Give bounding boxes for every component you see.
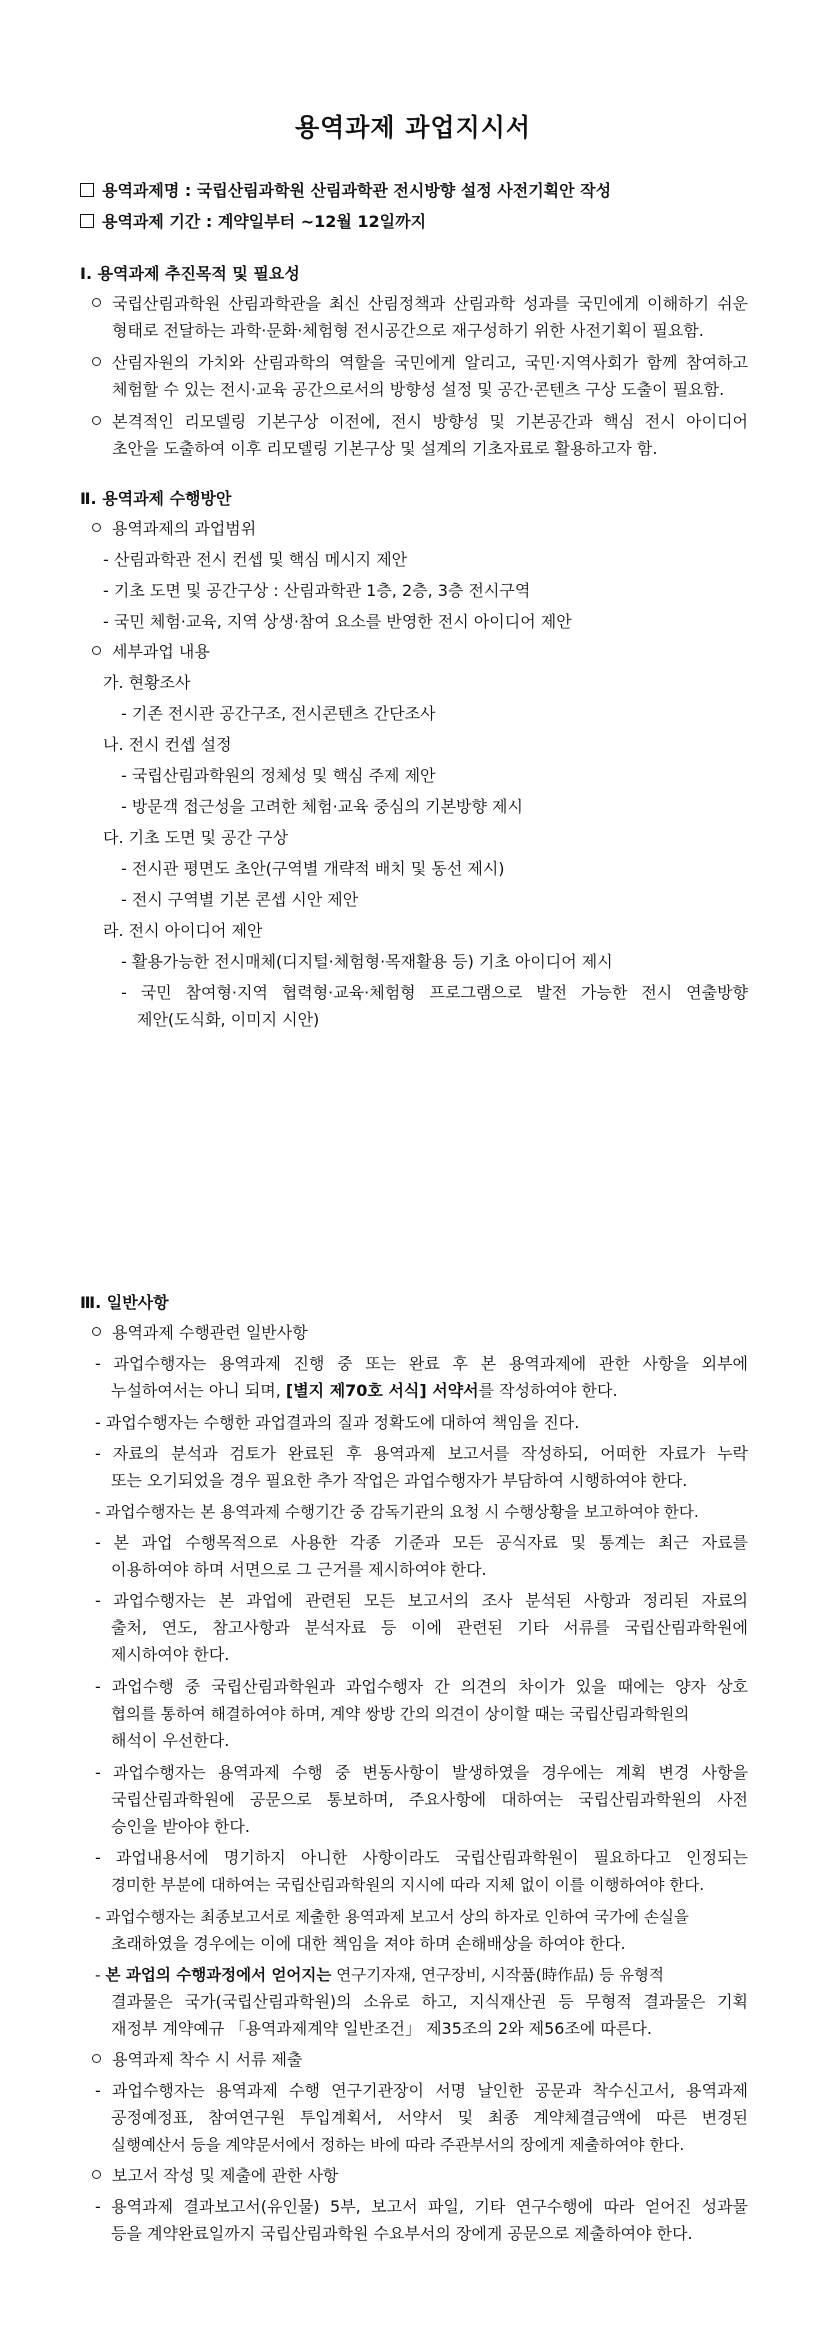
- scope-item-3: - 국민 체험·교육, 지역 상생·참여 요소를 반영한 전시 아이디어 제안: [103, 612, 572, 631]
- p9-line-2: 경미한 부분에 대하여는 국립산림과학원의 지시에 따라 지체 없이 이를 이행하여야 한다.: [111, 1876, 705, 1894]
- s1-bullet-2-line-2: 체험할 수 있는 전시·교육 공간으로서의 방향성 설정 및 공간·콘텐츠 구상 도출이 필요함.: [112, 380, 725, 399]
- checkbox-square-icon: [80, 183, 94, 197]
- submission-subheading: 용역과제 착수 시 서류 제출: [112, 2050, 303, 2069]
- p3-line-1: - 자료의 분석과 검토가 완료된 후 용역과제 보고서를 작성하되, 어떠한 자료가 누락: [95, 1444, 748, 1463]
- p7-line-3: 해석이 우선한다.: [111, 1731, 230, 1750]
- p13-line-1: - 용역과제 결과보고서(유인물) 5부, 보고서 파일, 기타 연구수행에 따라 얻어진 성과물: [95, 2197, 748, 2216]
- p11-line-3: 재정부 계약예규 「용역과제계약 일반조건」 제35조의 2와 제56조에 따른다.: [111, 2019, 652, 2038]
- bullet-circle-icon: [92, 640, 101, 664]
- p1-line-2: 누설하여서는 아니 되며, [별지 제70호 서식] 서약서를 작성하여야 한다.: [111, 1381, 618, 1400]
- p2-line-1: - 과업수행자는 수행한 과업결과의 질과 정확도에 대하여 책임을 진다.: [95, 1413, 580, 1432]
- p8-line-3: 승인을 받아야 한다.: [111, 1817, 250, 1836]
- document-title: 용역과제 과업지시서: [294, 113, 532, 142]
- section-3-heading: Ⅲ. 일반사항: [80, 1293, 169, 1312]
- p5-line-2: 이용하여야 하며 서면으로 그 근거를 제시하여야 한다.: [111, 1560, 487, 1579]
- bullet-circle-icon: [92, 292, 101, 316]
- ra-title: 라. 전시 아이디어 제안: [103, 921, 263, 940]
- s1-bullet-2-line-1: 산림자원의 가치와 산림과학의 역할을 국민에게 알리고, 국민·지역사회가 함께 참여하고: [112, 353, 748, 372]
- scope-title: 용역과제의 과업범위: [112, 519, 257, 538]
- s1-bullet-1-line-1: 국립산림과학원 산림과학관을 최신 산림정책과 산림과학 성과를 국민에게 이해하기 쉬운: [112, 294, 748, 313]
- scope-item-1: - 산림과학관 전시 컨셉 및 핵심 메시지 제안: [103, 550, 408, 569]
- da-item-2: - 전시 구역별 기본 콘셉 시안 제안: [121, 890, 359, 909]
- bullet-circle-icon: [92, 2164, 101, 2188]
- pledge-form-reference: [별지 제70호 서식] 서약서: [285, 1381, 479, 1400]
- p10-line-1: - 과업수행자는 최종보고서로 제출한 용역과제 보고서 상의 하자로 인하여 국가에 손실을: [95, 1908, 689, 1926]
- s1-bullet-1-line-2: 형태로 전달하는 과학·문화·체험형 전시공간으로 재구성하기 위한 사전기획이 필요함.: [112, 321, 704, 340]
- general-subheading: 용역과제 수행관련 일반사항: [112, 1323, 308, 1342]
- na-title: 나. 전시 컨셉 설정: [103, 735, 232, 754]
- ra-item-1: - 활용가능한 전시매체(디지털·체험형·목재활용 등) 기초 아이디어 제시: [121, 952, 613, 971]
- bullet-circle-icon: [92, 2048, 101, 2072]
- bullet-circle-icon: [92, 1321, 101, 1345]
- report-subheading: 보고서 작성 및 제출에 관한 사항: [112, 2166, 339, 2185]
- ga-item-1: - 기존 전시관 공간구조, 전시콘텐츠 간단조사: [121, 704, 436, 723]
- p6-line-1: - 과업수행자는 본 과업에 관련된 모든 보고서의 조사 분석된 사항과 정리된 자료의: [95, 1591, 748, 1610]
- p12-line-3: 실행예산서 등을 계약문서에서 정하는 바에 따라 주관부서의 장에게 제출하여야 한다.: [111, 2136, 685, 2154]
- p13-line-2: 등을 계약완료일까지 국립산림과학원 수요부서의 장에게 공문으로 제출하여야 한다.: [111, 2224, 693, 2243]
- ra-item-2-line-1: - 국민 참여형·지역 협력형·교육·체험형 프로그램으로 발전 가능한 전시 연출방향: [121, 983, 748, 1002]
- ra-item-2-line-2: 제안(도식화, 이미지 시안): [137, 1010, 320, 1029]
- p1-line-1: - 과업수행자는 용역과제 진행 중 또는 완료 후 본 용역과제에 관한 사항을 외부에: [95, 1354, 748, 1373]
- p7-line-2: 협의를 통하여 해결하여야 하며, 계약 쌍방 간의 의견이 상이할 때는 국립산림과학원의: [111, 1705, 690, 1723]
- p10-line-2: 초래하였을 경우에는 이에 대한 책임을 져야 하며 손해배상을 하여야 한다.: [111, 1934, 626, 1953]
- p6-line-3: 제시하여야 한다.: [111, 1645, 230, 1664]
- p6-line-2: 출처, 연도, 참고사항과 분석자료 등 이에 관련된 기타 서류를 국립산림과학원에: [111, 1618, 748, 1637]
- p8-line-2: 국립산림과학원에 공문으로 통보하며, 주요사항에 대하여는 국립산림과학원의 사전: [111, 1790, 748, 1809]
- na-item-1: - 국립산림과학원의 정체성 및 핵심 주제 제안: [121, 766, 436, 785]
- p11-line-1: - 본 과업의 수행과정에서 얻어지는 연구기자재, 연구장비, 시작품(時作品) 등 유형적: [95, 1966, 664, 1984]
- p5-line-1: - 본 과업 수행목적으로 사용한 각종 기준과 모든 공식자료 및 통계는 최근 자료를: [95, 1533, 748, 1552]
- s1-bullet-3-line-2: 초안을 도출하여 이후 리모델링 기본구상 및 설계의 기초자료로 활용하고자 함.: [112, 439, 658, 458]
- detail-title: 세부과업 내용: [112, 642, 210, 661]
- section-1-heading: Ⅰ. 용역과제 추진목적 및 필요성: [80, 264, 300, 283]
- checkbox-square-icon: [80, 214, 94, 228]
- s1-bullet-3-line-1: 본격적인 리모델링 기본구상 이전에, 전시 방향성 및 기본공간과 핵심 전시 아이디어: [112, 412, 748, 431]
- p4-line-1: - 과업수행자는 본 용역과제 수행기간 중 감독기관의 요청 시 수행상황을 보고하여야 한다.: [95, 1503, 699, 1521]
- p3-line-2: 또는 오기되었을 경우 필요한 추가 작업은 과업수행자가 부담하여 시행하여야 한다.: [111, 1471, 688, 1490]
- section-2-heading: Ⅱ. 용역과제 수행방안: [80, 489, 232, 508]
- na-item-2: - 방문객 접근성을 고려한 체험·교육 중심의 기본방향 제시: [121, 797, 523, 816]
- project-period-line: 용역과제 기간 : 계약일부터 ~12월 12일까지: [80, 210, 426, 234]
- bullet-circle-icon: [92, 351, 101, 375]
- bullet-circle-icon: [92, 517, 101, 541]
- da-item-1: - 전시관 평면도 초안(구역별 개략적 배치 및 동선 제시): [121, 859, 505, 878]
- p12-line-2: 공정예정표, 참여연구원 투입계획서, 서약서 및 최종 계약체결금액에 따른 변경된: [111, 2108, 748, 2127]
- bullet-circle-icon: [92, 410, 101, 434]
- p9-line-1: - 과업내용서에 명기하지 아니한 사항이라도 국립산림과학원이 필요하다고 인정되는: [95, 1848, 748, 1867]
- p8-line-1: - 과업수행자는 용역과제 수행 중 변동사항이 발생하였을 경우에는 계획 변경 사항을: [95, 1763, 748, 1782]
- p11-line-2: 결과물은 국가(국립산림과학원)의 소유로 하고, 지식재산권 등 무형적 결과물은 기획: [111, 1992, 748, 2011]
- p7-line-1: - 과업수행 중 국립산림과학원과 과업수행자 간 의견의 차이가 있을 때에는 양자 상호: [95, 1677, 748, 1696]
- p12-line-1: - 과업수행자는 용역과제 수행 연구기관장이 서명 날인한 공문과 착수신고서, 용역과제: [95, 2081, 748, 2100]
- ga-title: 가. 현황조사: [103, 673, 191, 692]
- p11-emphasis: 본 과업의 수행과정에서 얻어지는: [105, 1966, 332, 1984]
- project-name-line: 용역과제명 : 국립산림과학원 산림과학관 전시방향 설정 사전기획안 작성: [80, 179, 611, 203]
- scope-item-2: - 기초 도면 및 공간구상 : 산림과학관 1층, 2층, 3층 전시구역: [103, 581, 531, 600]
- da-title: 다. 기초 도면 및 공간 구상: [103, 828, 289, 847]
